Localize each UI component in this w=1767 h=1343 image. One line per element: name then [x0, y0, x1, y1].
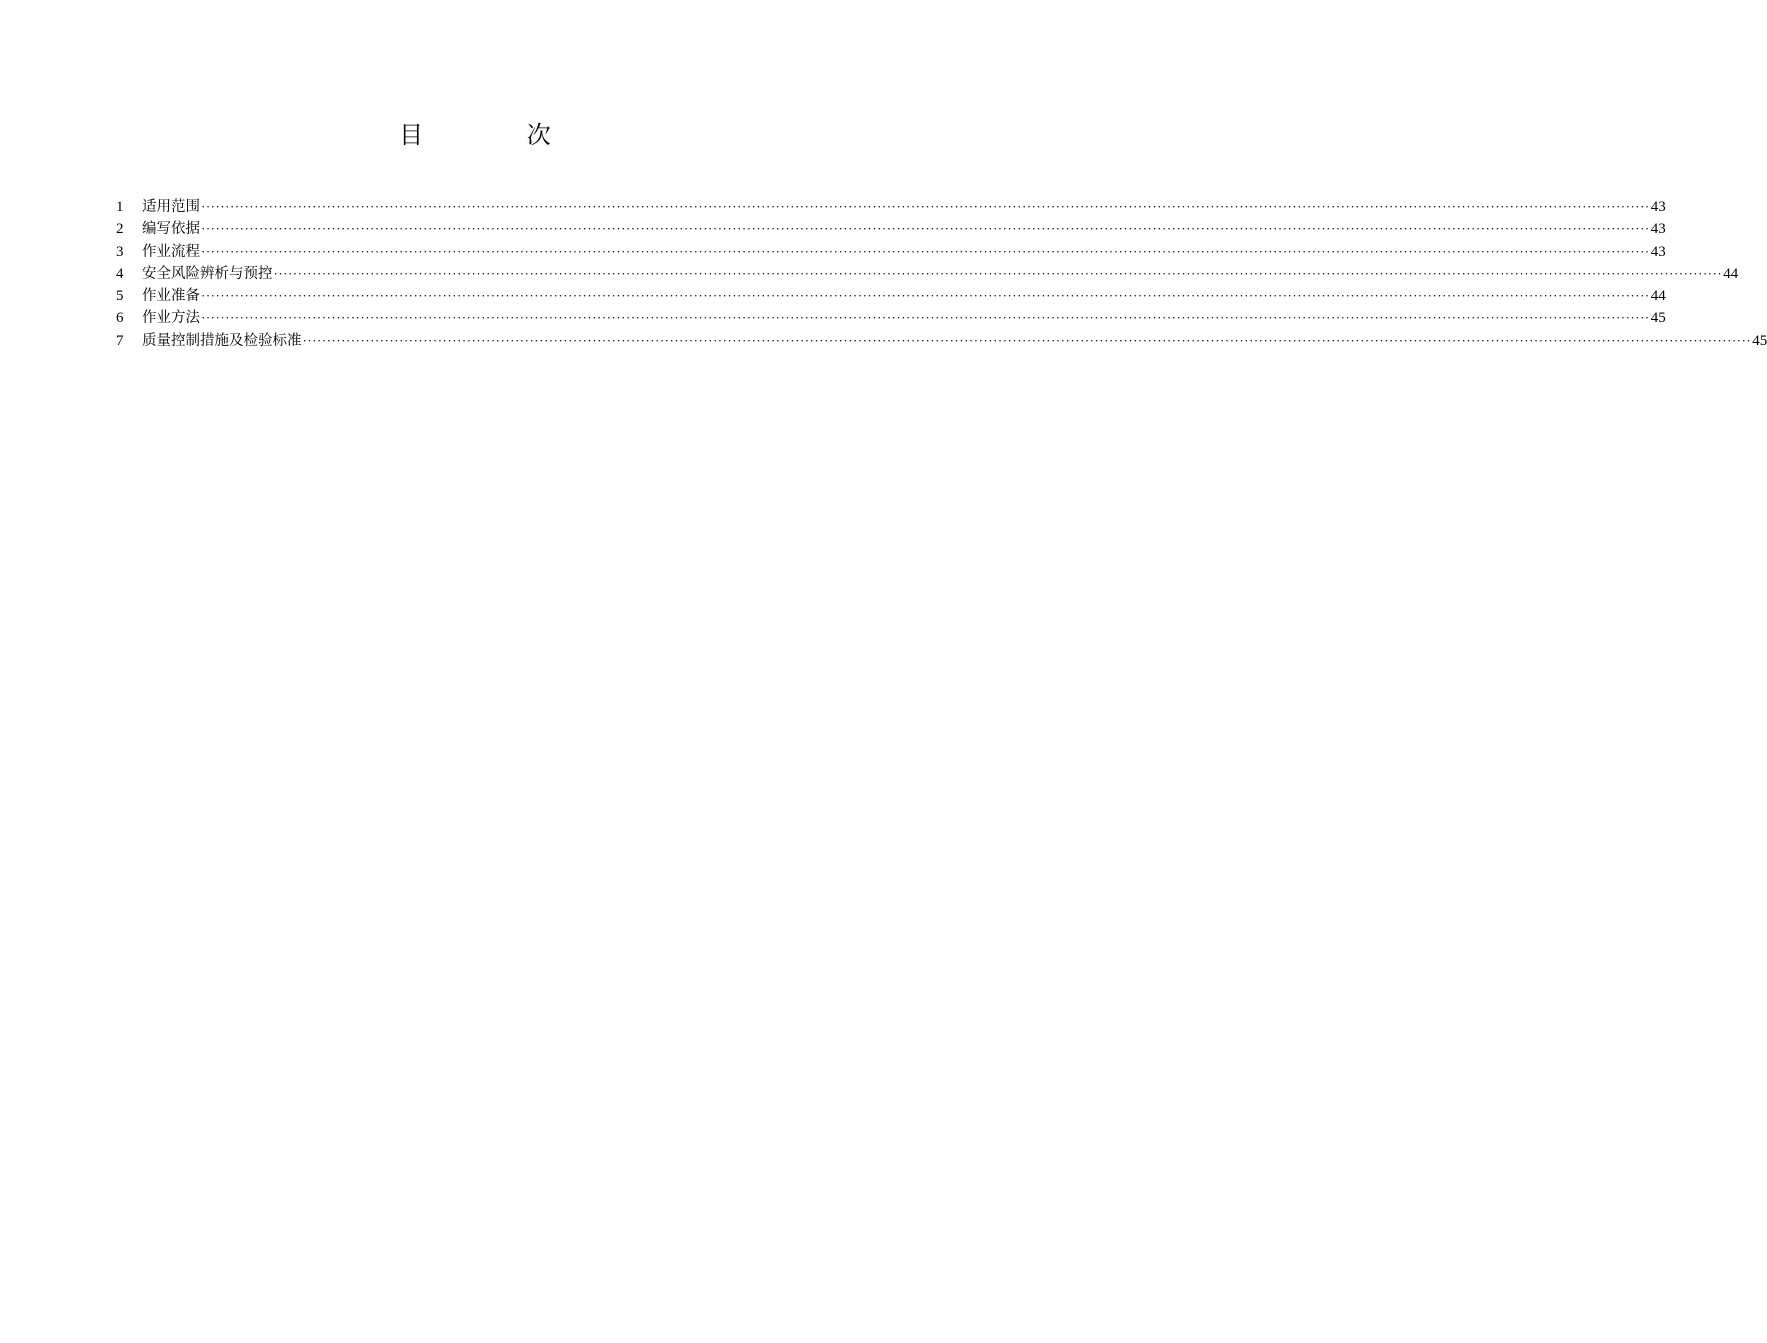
page-title: 目 次	[399, 121, 599, 149]
toc-entry-page: 45	[1650, 310, 1666, 327]
toc-entry-number: 1	[116, 199, 124, 215]
toc-entry-title: 安全风险辨析与预控	[142, 265, 273, 282]
toc-entry-number: 6	[116, 310, 124, 327]
toc-entry-title: 适用范围	[142, 199, 200, 215]
toc-dot-leader: ············································································································································································································································································································	[201, 199, 1650, 214]
toc-entry-page: 45	[1752, 332, 1767, 349]
toc-entry[interactable]	[116, 330, 1767, 352]
toc-dot-leader: ············································································································································································································································································································	[273, 265, 1723, 281]
toc-entry-number: 4	[116, 265, 124, 282]
toc-entry-page: 43	[1650, 199, 1666, 215]
toc-entry-number: 7	[116, 332, 124, 349]
toc-entry-number: 3	[116, 243, 124, 260]
toc-entry-number: 5	[116, 288, 124, 305]
toc-entry-title: 质量控制措施及检验标准	[142, 332, 302, 349]
toc-entry[interactable]	[116, 218, 1666, 240]
toc-dot-leader: ············································································································································································································································································································	[201, 243, 1650, 259]
toc-entry-page: 44	[1650, 288, 1666, 305]
toc-dot-leader: ············································································································································································································································································································	[201, 221, 1650, 237]
toc-entry-title: 编写依据	[142, 221, 200, 238]
toc-entry[interactable]	[116, 196, 1666, 218]
toc-entry-number: 2	[116, 221, 124, 238]
table-of-contents	[116, 196, 1767, 352]
toc-dot-leader: ············································································································································································································································································································	[201, 288, 1650, 304]
toc-entry[interactable]	[116, 285, 1666, 307]
toc-entry[interactable]	[116, 307, 1666, 329]
toc-entry-title: 作业方法	[142, 310, 200, 327]
toc-entry-page: 43	[1650, 221, 1666, 238]
toc-entry-title: 作业准备	[142, 288, 200, 305]
toc-dot-leader: ············································································································································································································································································································	[201, 310, 1650, 326]
toc-entry-page: 43	[1650, 243, 1666, 260]
toc-entry-title: 作业流程	[142, 243, 200, 260]
toc-dot-leader: ············································································································································································································································································································	[302, 332, 1752, 348]
toc-entry[interactable]	[116, 241, 1666, 263]
toc-entry-page: 44	[1723, 265, 1739, 282]
toc-entry[interactable]	[116, 263, 1739, 285]
